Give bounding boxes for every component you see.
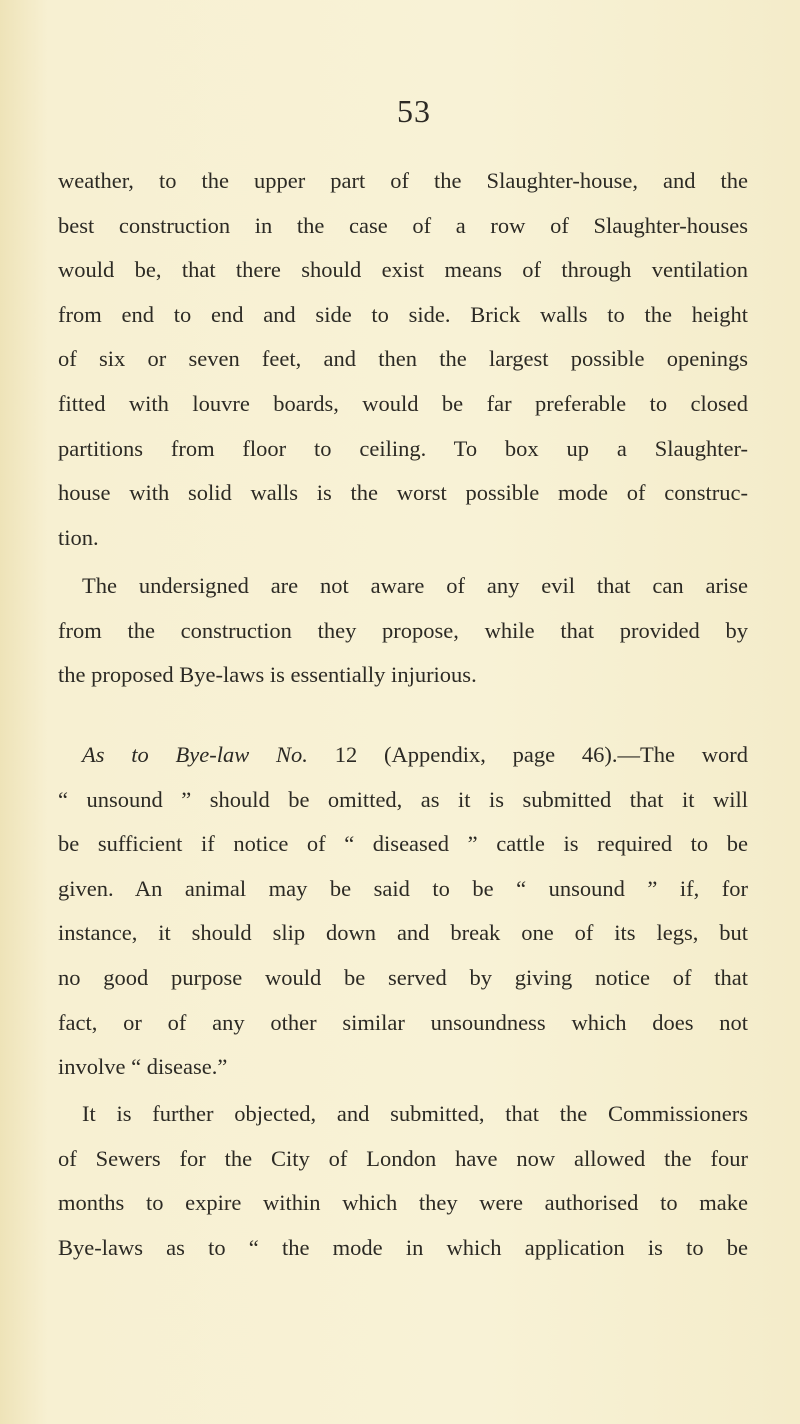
paragraph-3: [58, 733, 748, 1090]
text-line: partitions from floor to ceiling. To box up a Slaughter-: [58, 435, 748, 461]
text-line: fitted with louvre boards, would be far preferable to closed: [58, 390, 748, 416]
page-number: 53: [397, 93, 431, 129]
text-line: be sufficient if notice of “ diseased ” cattle is required to be: [58, 831, 748, 857]
text-line: house with solid walls is the worst possible mode of construc-: [58, 480, 748, 506]
text-line: of six or seven feet, and then the largest possible openings: [58, 346, 748, 372]
text-line: from end to end and side to side. Brick walls to the height: [58, 301, 748, 327]
text-line: [58, 733, 748, 778]
text-line: instance, it should slip down and break one of its legs, but: [58, 920, 748, 946]
text-line: weather, to the upper part of the Slaughter-house, and the: [58, 168, 748, 193]
text-line: from the construction they propose, while that provided by: [58, 617, 748, 643]
text-line: involve “ disease.”: [58, 1054, 228, 1080]
paragraph-1: [58, 159, 748, 560]
text-line: given. An animal may be said to be “ unsound ” if, for: [58, 875, 748, 901]
text-line: months to expire within which they were authorised to make: [58, 1190, 748, 1216]
text-line: best construction in the case of a row of Slaughter-houses: [58, 212, 748, 238]
text-line: The undersigned are not aware of any evil that can arise: [82, 573, 748, 598]
text-line: the proposed Bye-laws is essentially injurious.: [58, 662, 477, 688]
text-line: fact, or of any other similar unsoundness which does not: [58, 1009, 748, 1035]
bye-law-reference: As to Bye-law No.: [82, 742, 308, 767]
text-line: “ unsound ” should be omitted, as it is submitted that it will: [58, 786, 748, 812]
text-line: of Sewers for the City of London have now allowed the four: [58, 1145, 748, 1171]
text-line: Bye-laws as to “ the mode in which application is to be: [58, 1234, 748, 1260]
paragraph-4: [58, 1092, 748, 1270]
text-line: no good purpose would be served by giving notice of that: [58, 964, 748, 990]
text-line: tion.: [58, 524, 99, 550]
paragraph-2: [58, 564, 748, 698]
text-line: would be, that there should exist means of through ventilation: [58, 257, 748, 283]
text-run: 12 (Appendix, page 46).—The word: [307, 742, 748, 767]
text-line: It is further objected, and submitted, that the Commissioners: [82, 1101, 748, 1126]
